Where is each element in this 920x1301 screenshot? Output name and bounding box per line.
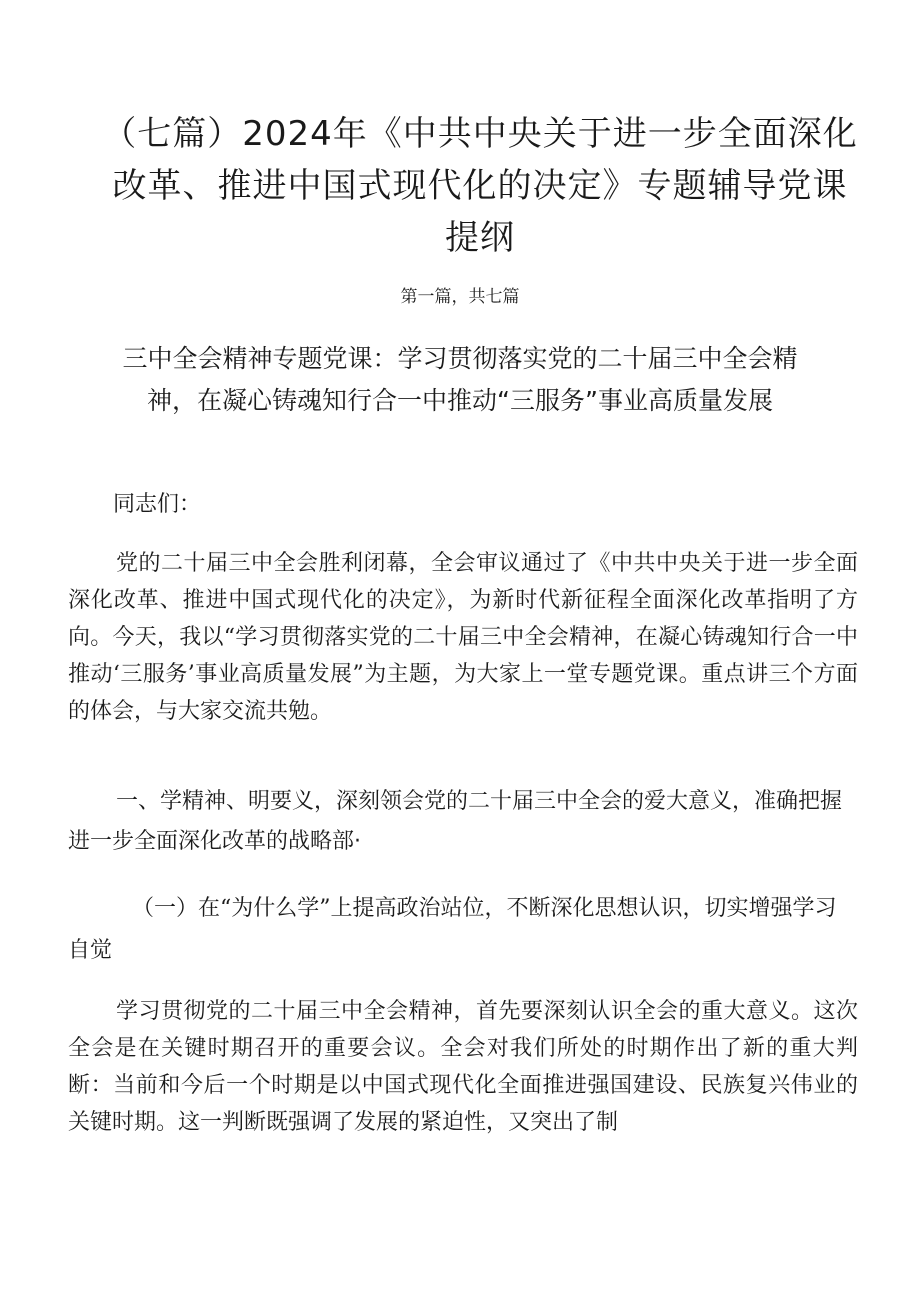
subsection-heading-1: （一）在“为什么学”上提高政治站位，不断深化思想认识，切实增强学习自觉 xyxy=(68,896,837,963)
section-heading-1: 一、学精神、明要义，深刻领会党的二十届三中全会的爱大意义，准确把握进一步全面深化改革的战略部· xyxy=(68,789,843,854)
lesson-title: 三中全会精神专题党课：学习贯彻落实党的二十届三中全会精神，在凝心铸魂知行合一中推动“三服务”事业高质量发展 xyxy=(122,344,798,415)
greeting: 同志们： xyxy=(113,492,202,517)
paragraph-intro: 党的二十届三中全会胜利闭幕，全会审议通过了《中共中央关于进一步全面深化改革、推进中国式现代化的决定》，为新时代新征程全面深化改革指明了方向。今天，我以“学习贯彻落实党的二十届三中全会精神，在凝心铸魂知行合一中推动‘三服务’事业高质量发展”为主题，为大家上一堂专题党课。重点讲三个方面的体会，与大家交流共勉。 xyxy=(68,551,858,724)
part-label: 第一篇，共七篇 xyxy=(400,287,520,307)
document-title: （七篇）2024年《中共中央关于进一步全面深化改革、推进中国式现代化的决定》专题辅导党课提纲 xyxy=(102,114,858,258)
paragraph-body: 学习贯彻党的二十届三中全会精神，首先要深刻认识全会的重大意义。这次全会是在关键时期召开的重要会议。全会对我们所处的时期作出了新的重大判断：当前和今后一个时期是以中国式现代化全面推进强国建设、民族复兴伟业的关键时期。这一判断既强调了发展的紧迫性，又突出了制 xyxy=(68,999,858,1135)
